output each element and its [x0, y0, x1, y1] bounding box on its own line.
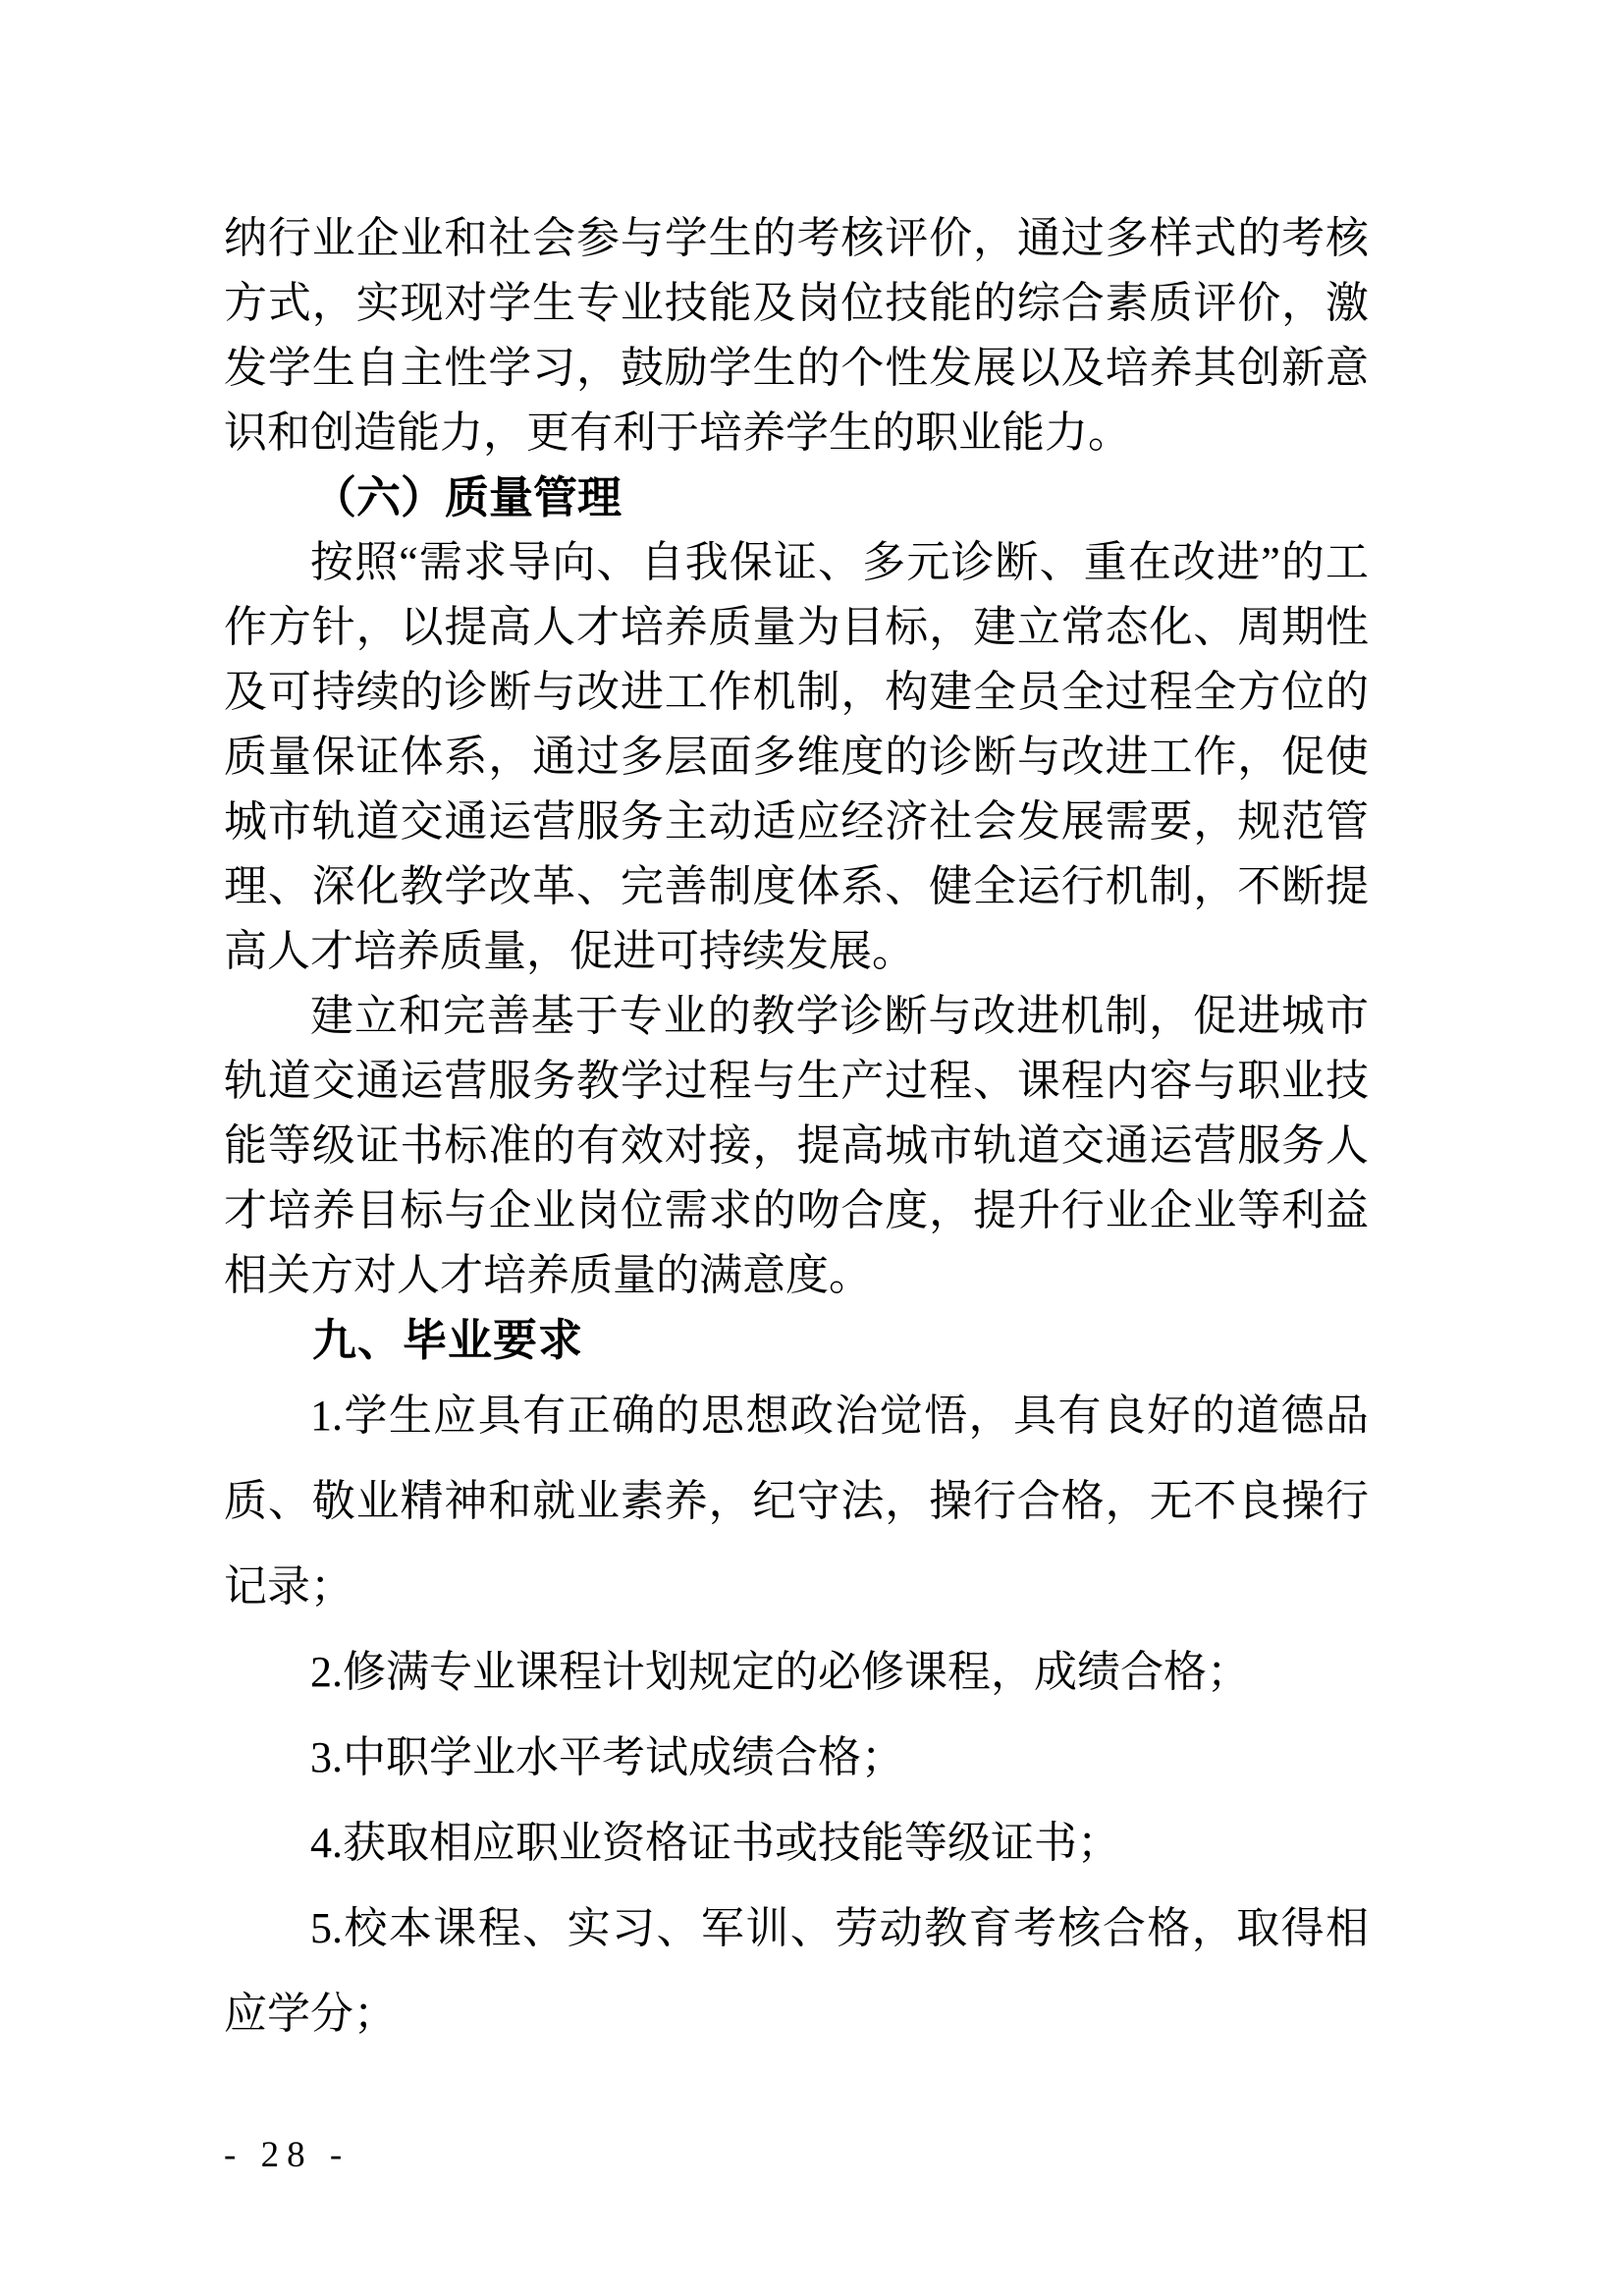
graduation-requirements-list: [224, 1373, 1369, 2056]
quality-management-paragraph-2: 建立和完善基于专业的教学诊断与改进机制，促进城市轨道交通运营服务教学过程与生产过程、课程内容与职业技能等级证书标准的有效对接，提高城市轨道交通运营服务人才培养目标与企业岗位需求的吻合度，提升行业企业等利益相关方对人才培养质量的满意度。: [224, 992, 1369, 1299]
quality-management-paragraph-1: 按照“需求导向、自我保证、多元诊断、重在改进”的工作方针，以提高人才培养质量为目标，建立常态化、周期性及可持续的诊断与改进工作机制，构建全员全过程全方位的质量保证体系，通过多层面多维度的诊断与改进工作，促使城市轨道交通运营服务主动适应经济社会发展需要，规范管理、深化教学改革、完善制度体系、健全运行机制，不断提高人才培养质量，促进可持续发展。: [224, 538, 1369, 975]
requirement-item-2: 2.修满专业课程计划规定的必修课程，成绩合格；: [310, 1648, 1250, 1696]
page-number: - 28 -: [224, 2135, 351, 2175]
requirement-item-5: 5.校本课程、实习、军训、劳动教育考核合格，取得相应学分；: [224, 1904, 1369, 2038]
requirement-item-3: 3.中职学业水平考试成绩合格；: [310, 1733, 904, 1781]
section-heading-graduation-requirements: 九、毕业要求: [312, 1315, 584, 1365]
requirement-item-4: 4.获取相应职业资格证书或技能等级证书；: [310, 1819, 1120, 1867]
section-heading-quality-management: （六）质量管理: [312, 473, 622, 522]
requirement-item-1: 1.学生应具有正确的思想政治觉悟，具有良好的道德品质、敬业精神和就业素养，纪守法，操行合格，无不良操行记录；: [224, 1392, 1369, 1611]
paragraph-continuation: 纳行业企业和社会参与学生的考核评价，通过多样式的考核方式，实现对学生专业技能及岗位技能的综合素质评价，激发学生自主性学习，鼓励学生的个性发展以及培养其创新意识和创造能力，更有利于培养学生的职业能力。: [224, 214, 1369, 457]
text-block: [224, 206, 1369, 2056]
